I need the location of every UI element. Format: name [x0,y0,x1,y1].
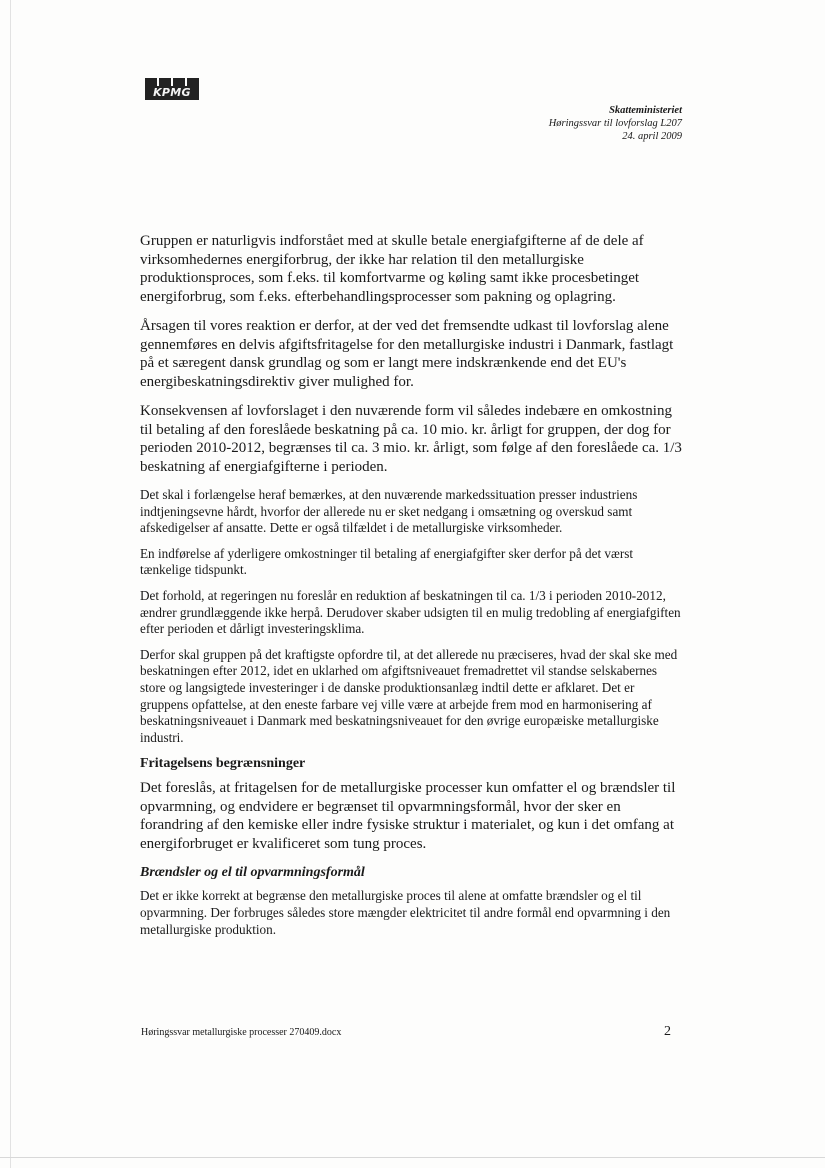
header-subject: Høringssvar til lovforslag L207 [548,118,682,129]
section-heading-braendsler: Brændsler og el til opvarmningsformål [140,865,365,881]
kpmg-logo [145,78,199,100]
section-heading-fritagelse: Fritagelsens begrænsninger [140,756,306,772]
paragraph-3: Konsekvensen af lovforslaget i den nuværende form vil således indebære en omkostning til betaling af den foreslåede beskatning på ca. 10 mio. kr. årligt for gruppen, der dog for perioden 2010-2012, begrænses til ca. 3 mio. kr. årligt, som følge af den foreslåede ca. 1/3 beskatning af energiafgifterne i perioden. [140,403,682,475]
paragraph-7: Derfor skal gruppen på det kraftigste opfordre til, at det allerede nu præciseres, hvad der skal ske med beskatningen efter 2012, idet en uklarhed om afgiftsniveauet fremadrettet vil standse selskabernes store og langsigtede investeringer i de danske produktionsanlæg indtil dette er afklaret. Det er gruppens opfattelse, at den eneste farbare vej ville være at arbejde frem mod en harmonisering af beskatningsniveauet i Danmark med beskatningsniveauet for den øvrige europæiske metallurgiske industri. [140,646,678,745]
document-header [549,104,682,143]
footer-filename: Høringssvar metallurgiske processer 270409.docx [141,1027,342,1038]
logo-text: KPMG [145,86,199,100]
section-text-fritagelse: Det foreslås, at fritagelsen for de metallurgiske processer kun omfatter el og brændsler til opvarmning, og endvidere er begrænset til opvarmningsformål, hvor der sker en forandring af den kemiske eller indre fysiske struktur i materialet, og kun i det omfang at energiforbruget er kvalificeret som tung proces. [140,780,676,852]
header-ministry: Skatteministeriet [609,105,682,116]
paragraph-6: Det forhold, at regeringen nu foreslår en reduktion af beskatningen til ca. 1/3 i perioden 2010-2012, ændrer grundlæggende ikke herpå. Derudover skaber udsigten til en mulig tredobling af energiafgiften efter perioden et dårligt investeringsklima. [140,587,681,637]
paragraph-5: En indførelse af yderligere omkostninger til betaling af energiafgifter sker derfor på det værst tænkelige tidspunkt. [140,545,634,578]
paragraph-4: Det skal i forlængelse heraf bemærkes, at den nuværende markedssituation presser industriens indtjeningsevne hårdt, hvorfor der allerede nu er sket nedgang i omsætning og overskud samt afskedigelser af ansatte. Dette er også tilfældet i de metallurgiske virksomheder. [140,487,638,536]
document-body [140,232,682,947]
footer-page-number: 2 [664,1024,671,1039]
paragraph-1: Gruppen er naturligvis indforstået med at skulle betale energiafgifterne af de dele af virksomhedernes energiforbrug, der ikke har relation til den metallurgiske produktionsproces, som f.eks. til komfortvarme og køling samt ikke procesbetinget energiforbrug, som f.eks. efterbehandlingsprocesser som pakning og oplagring. [140,233,644,305]
section-text-braendsler: Det er ikke korrekt at begrænse den metallurgiske proces til alene at omfatte brændsler og el til opvarmning. Der forbruges således store mængder elektricitet til andre formål end opvarmning i den metallurgiske produktion. [140,888,671,937]
scan-edge-left [10,0,11,1168]
scan-edge-bottom [0,1157,825,1158]
header-date: 24. april 2009 [622,131,682,142]
paragraph-2: Årsagen til vores reaktion er derfor, at der ved det fremsendte udkast til lovforslag alene gennemføres en delvis afgiftsfritagelse for den metallurgiske industri i Danmark, fastlagt på et særegent dansk grundlag og som er langt mere indskrænkende end det EU's energibeskatningsdirektiv giver mulighed for. [140,318,674,390]
